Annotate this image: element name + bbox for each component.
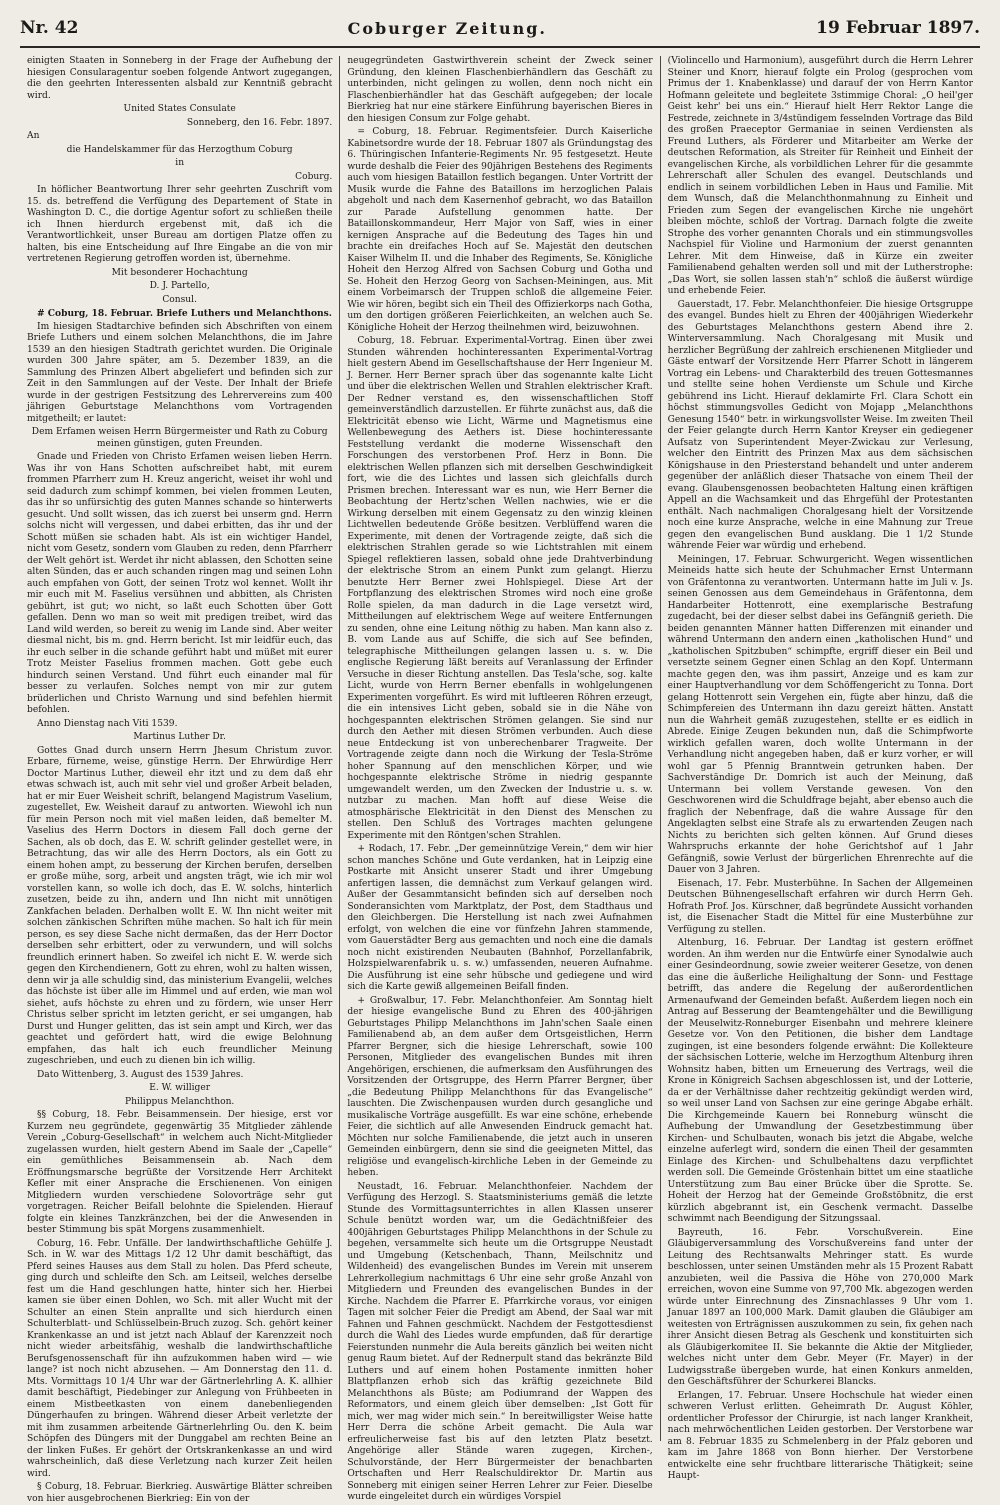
consulate-name: United States Consulate <box>123 104 236 114</box>
melanchthon-signature-1: E. W. williger <box>149 1083 211 1093</box>
article-bayreuth: Bayreuth, 16. Febr. Vorschußverein. Eine Gläubigerversammlung des Vorschußvereins fand unter der Leitung des Rechtsanwalts Mehringer statt. Es wurde beschlossen, unter seinen Umständen mehr als 15 Prozent Rabatt anzubieten, weil die Passiva die Höhe von 270,000 Mark erreichen, wovon eine Summe von 97,700 Mk. abgezogen werden würde unter Einrechnung des Zinsnachlasses 9 Uhr vom 1. Januar 1897 an 100,000 Mark. Damit glauben die Gläubiger am weitesten von Erträgnissen auszukommen zu sein, fix gehen nach ihrer Ansicht diesen Betrag als Geschenk und konstituirten sich als Gläubigerkomitee II. Sie bekannte die Aktie der Mitglieder, welches nicht unter dem Gebr. Meyer (Fr. Mayer) in der Ludwigsstraße übergeben wurde, hat einen Konkurs anmelden, den Geschäftsführer der Schurkerei Blancks. <box>667 1227 973 1387</box>
column-2 <box>340 56 660 1502</box>
luther-signature: Martinus Luther Dr. <box>133 732 226 742</box>
masthead <box>20 10 980 48</box>
article-experimental-vortrag: Coburg, 18. Februar. Experimental-Vortrag. Einen über zwei Stunden währenden hochinteressanten Experimental-Vortrag hielt gestern Abend im Gesellschaftshause der Herr Ingenieur M. J. Berner. Herr Berner sprach über das sogenannte kalte Licht und über die elektrischen Wellen und Strahlen elektrischer Kraft. Der Redner verstand es, den wissenschaftlichen Stoff gemeinverständlich darzustellen. Er führte zunächst aus, daß die Elektricität ebenso wie Licht, Wärme und Magnetismus eine Wellenbewegung des Aethers ist. Diese hochinteressante Feststellung verdankt die moderne Wissenschaft den Forschungen des verstorbenen Prof. Herz in Bonn. Die elektrischen Wellen pflanzen sich mit derselben Geschwindigkeit fort, wie die des Lichtes und lassen sich gleichfalls durch Prismen brechen. Interessant war es nun, wie Herr Berner die Beobachtung der Hertz'schen Wellen nachwies, wie er die Wirkung derselben mit einem Gegensatz zu den winzig kleinen Lichtwellen bedeutende Größe besitzen. Verblüffend waren die Experimente, mit denen der Vortragende zeigte, daß sich die elektrischen Strahlen gerade so wie Lichtstrahlen mit einem Spiegel reflektieren lassen, sobald ohne jede Drahtverbindung der elektrische Strom an einem Punkt zum gelangt. Hierzu benutzte Herr Berner zwei Hohlspiegel. Diese Art der Fortpflanzung des elektrischen Stromes wird noch eine große Rolle spielen, da man dadurch in die Lage versetzt wird, Mittheilungen auf elektrischem Wege auf weitere Entfernungen zu senden, ohne eine Leitung nöthig zu haben. Man kann also z. B. vom Lande aus auf Schiffe, die sich auf See befinden, telegraphische Mittheilungen gelangen lassen u. s. w. Die englische Regierung läßt bereits auf Veranlassung der Erfinder Versuche in dieser Richtung anstellen. Das Tesla'sche, sog. kalte Licht, wurde von Herrn Berner ebenfalls in wohlgelungenen Experimenten vorgeführt. Es wird mit luftleeren Röhren erzeugt, die ein intensives Licht geben, sobald sie in die Nähe von hochgespannten elektrischen Strömen gelangen. Sie sind nur durch den Aether mit diesen Strömen verbunden. Auch diese neue Entdeckung ist von unberechenbarer Tragweite. Der Vortragende zeigte dann noch die Wirkung der Tesla-Ströme hoher Spannung auf den menschlichen Körper, und wie hochgespannte elektrische Ströme in niedrig gespannte umgewandelt werden, um den Zwecken der Industrie u. s. w. nutzbar zu machen. Man hofft auf diese Weise die atmosphärische Elektricität in den Dienst des Menschen zu stellen. Den Schluß des Vortrages machten gelungene Experimente mit den Röntgen'schen Strahlen. <box>347 336 653 841</box>
article-gauerstadt: Gauerstadt, 17. Febr. Melanchthonfeier. Die hiesige Ortsgruppe des evangel. Bundes hielt zu Ehren der 400jährigen Wiederkehr des Geburtstages Melanchthons gestern Abend ihre 2. Winterversammlung. Nach Choralgesang mit Musik und herzlicher Begrüßung der zahlreich erschienenen Mitglieder und Gäste entwarf der Vorsitzende Herr Pfarrer Schott in längerem Vortrag ein Lebens- und Charakterbild des treuen Gottesmannes und stellte seine hohen Verdienste um Schule und Kirche gebührend ins Licht. Hierauf deklamirte Frl. Clara Schott ein höchst stimmungsvolles Gedicht von Mojapp „Melanchthons Genesung 1540“ betr. in wirkungsvollster Weise. Im zweiten Theil der Feier gelangte durch Herrn Kantor Kreyser ein gediegener Aufsatz von Superintendent Meyer-Zwickau zur Verlesung, welcher den Eintritt des Prinzen Max aus dem sächsischen Königshause in den Priesterstand behandelt und unter anderem gegenüber der anläßlich dieser Thatsache von einem Theil der evang. Glaubensgenossen beobachteten Haltung einen kräftigen Appell an die Wachsamkeit und das Ehrgefühl der Protestanten enthält. Nach nachmaligen Choralgesang hielt der Vorsitzende noch eine kurze Ansprache, welche in eine Mahnung zur Treue gegen den evangelischen Bund ausklang. Die 1 1/2 Stunde währende Feier war würdig und erhebend. <box>667 299 973 551</box>
letter-signer-title: Consul. <box>162 294 197 305</box>
issue-date: 19 Februar 1897. <box>816 18 980 38</box>
consulate-letter-body: In höflicher Beantwortung Ihrer sehr geehrten Zuschrift vom 15. ds. betreffend die Verfügung des Departement of State in Washington D. C., die dortige Agentur sofort zu schließen theile ich Ihnen hierdurch ergebenst mit, daß ich die Verantwortlichkeit, unser Bureau am dortigen Platze offen zu halten, bis eine Entscheidung auf Ihre Eingabe an die von mir vertretenen Regierung getroffen worden ist, übernehme. <box>27 185 333 264</box>
article-rodach: + Rodach, 17. Febr. „Der gemeinnützige Verein,“ dem wir hier schon manches Schöne und Gute verdanken, hat in Leipzig eine Postkarte mit Ansicht unserer Stadt und ihrer Umgebung anfertigen lassen, die demnächst zum Verkauf gelangen wird. Außer der Gesammtansicht befinden sich auf derselben noch Sonderansichten vom Marktplatz, der Post, dem Stadthaus und den Gleichbergen. Die Herstellung ist nach zwei Aufnahmen erfolgt, von welchen die eine vor fünfzehn Jahren stammende, vom Gauerstädter Berg aus gemachten und noch eine die damals noch nicht existirenden Neubauten (Bahnhof, Porzellanfabrik, Holzspielwarenfabrik u. s. w.) umfassenden, neueren Aufnahme. Die Ausführung ist eine sehr hübsche und gediegene und wird sich die Karte gewiß allgemeinen Beifall finden. <box>347 844 653 992</box>
letter-signer: D. J. Partello, <box>149 281 210 291</box>
article-neustadt-cont: (Violincello und Harmonium), ausgeführt durch die Herrn Lehrer Steiner und Knorr, hierauf folgte ein Prolog (gesprochen vom Primus der 1. Knabenklasse) und darauf der von Herrn Kantor Hofmann geleitete und begleitete 3stimmige Choral: „O heil'ger Geist kehr' bei uns ein.“ Hierauf hielt Herr Rektor Lange die Festrede, zeichnete in 3/4stündigem fesselnden Vortrage das Bild des großen Praeceptor Germaniae in seinen Verdiensten als Freund Luthers, als Förderer und Mitarbeiter am Werke der deutschen Reformation, als Streiter für Reinheit und Einheit der evangelischen Kirche, als vorbildlichen Lehrer für die gesammte Lehrerschaft aller Schulen des evangel. Deutschlands und endlich in seinem vorbildlichen Leben in Haus und Familie. Mit dem Wunsch, daß die Melanchthonmahnung zu Einheit und Frieden zum Segen der evangelischen Kirche nie ungehört bleiben möchte, schloß der Vortrag. Darnach folgte die zweite Strophe des vorher genannten Chorals und ein stimmungsvolles Nachspiel für Violine und Harmonium der zuerst genannten Lehrer. Mit dem Hinweise, daß in Kürze ein zweiter Familienabend gehalten werden soll und mit der Lutherstrophe: „Das Wort, sie sollen lassen stah'n“ schloß die äußerst würdige und erhebende Feier. <box>667 56 973 296</box>
melanchthon-signature-2: Philippus Melanchthon. <box>125 1096 235 1107</box>
article-meiningen: Meiningen, 17. Februar. Schwurgericht. Wegen wissentlichen Meineids hatte sich heute der Schuhmacher Ernst Untermann von Gräfentonna zu verantworten. Untermann hatte im Juli v. Js. seinen Genossen aus dem Gemeindehaus in Gräfentonna, dem Handarbeiter Hottenrott, eine exemplarische Bestrafung zugedacht, bei der dieser selbst dabei ins Gefängniß gerieth. Die beiden genannten Männer hatten Differenzen mit einander und während Untermann den andern einen „katholischen Hund“ und „katholischen Spitzbuben“ schimpfte, ergriff dieser ein Beil und versetzte seinem Gegner einen Schlag an den Kopf. Untermann machte gegen den, was ihm passirt, Anzeige und es kam zur einer Hauptverhandlung vor dem Schöffengericht zu Tonna. Dort gelang Hottenrott sein Vergehen ein, fügte aber hinzu, daß die Schimpfereien des Untermann ihn dazu gereizt hätten. Anstatt nun die Wahrheit gemäß zuzugestehen, stellte er es eidlich in Abrede. Einige Zeugen bekunden nun, daß die Schimpfworte wirklich gefallen waren, doch wollte Untermann in der Verhandlung nicht angegeben haben, daß er kurz vorher, er will wohl gar 5 Pfennig Branntwein getrunken haben. Der Sachverständige Dr. Domrich ist auch der Meinung, daß Untermann bei vollem Verstande gewesen. Von den Geschworenen wird die Schuldfrage bejaht, aber ebenso auch die fraglich der Nebenfrage, daß die wahre Aussage für den Angeklagten selbst eine Strafe als zu erwartenden Zeugen nach Nichts zu berichten sich gelten können. Auf Grund dieses Wahrspruchs erkannte der hohe Gerichtshof auf 1 Jahr Gefängniß, sowie Verlust der bürgerlichen Ehrenrechte auf die Dauer von 3 Jahren. <box>667 554 973 875</box>
article-altenburg: Altenburg, 16. Februar. Der Landtag ist gestern eröffnet worden. An ihm werden nur die Entwürfe einer Synodalwie auch einer Gesindeordnung, sowie zweier weiterer Gesetze, von denen das eine die äußerliche Heilighaltung der Sonn- und Festtage betrifft, das andere die Regelung der außerordentlichen Armenaufwand der Gemeinden befaßt. Außerdem liegen noch ein Antrag auf Besserung der Beamtengehälter und die Bewilligung der Meuselwitz-Ronneburger Eisenbahn und mehrere kleinere Gesetze vor. Von den Petitionen, die bisher dem Landtage zugingen, ist eine besonders folgende erwähnt: Die Kollekteure der sächsischen Lotterie, welche im Herzogthum Altenburg ihren Wohnsitz haben, bitten um Erneuerung des Vertrags, weil die Krone in Königreich Sachsen abgeschlossen ist, und der Lotterie, da er der Verhältnisse daher rechtzeitig gekündigt werden wird, so weil unser Land von Sachsen zur eine geringe Abgabe erhält. Die Kirchgemeinde Kauern bei Ronneburg wünscht die Aufhebung der Umwandlung der Gesetzbestimmung über Kirchen- und Schulbauten, wonach bis jetzt die Abgabe, welche einzelne auferlegt wird, sondern die einen Theil der gesammten Einlage des Kirchen- und Schulbehaltens dazu verpflichtet werden soll. Die Gemeinde Gröstenhain bittet um eine staatliche Unterstützung zum Bau einer Brücke über die Sprotte. Se. Hoheit der Herzog hat der Gemeinde Großstöbnitz, die erst kürzlich abgebrannt ist, ein Geschenk vermacht. Dasselbe schwimmt nach Beendigung der Sitzungssaal. <box>667 938 973 1224</box>
letter-address-2: die Handelskammer für das Herzogthum Coburg <box>66 144 293 155</box>
melanchthon-letter-date: Dato Wittenberg, 3. August des 1539 Jahres. <box>37 1069 244 1080</box>
column-1 <box>20 56 340 1504</box>
luther-letter-address: Dem Erfamen weisen Herrn Bürgermeister und Rath zu Coburg meinen günstigen, guten Freunden. <box>31 427 328 449</box>
article-eisenach: Eisenach, 17. Febr. Musterbühne. In Sachen der Allgemeinen Deutschen Bühnengesellschaft erfahren wir durch Herrn Geh. Hofrath Prof. Jos. Kürschner, daß begründete Aussicht vorhanden ist, die Eisenacher Stadt die Mittel für eine Musterbühne zur Verfügung zu stellen. <box>667 878 973 935</box>
luther-letter-body: Gnade und Frieden von Christo Erfamen weisen lieben Herrn. Was ihr von Hans Schotten aufschreibet habt, mit eurem frommen Pfarrherr zum H. Kreuz angericht, weiset ihr wohl und seid dadurch zum schimpf kommen, bei vielen frommen Leuten, das ihr so unfürsichtig des guten Mannes schande so hinterwerts gesucht. Und sollt wissen, das ich zuerst bei unserm gnd. Herrn solchs nicht will vergessen, und dabei erbitten, das ihr und der Schott müßen sie schaden habt. Als ist ein wichtiger Handel, nicht vom Gesetz, sondern vom Glauben zu reden, denn Pfarrherr der Welt gehört ist. Werdet ihr nicht ablassen, den Schotten seine alten Sünden, das er auch schanden ringen mag und seinen Lohn auch empfahen von Gott, der seinen Trotz wol kennet. Wollt ihr mir euch mit M. Faselius versühnen und abbitten, als Christen gebührt, ist gut; wo nicht, so laßt euch Schotten über Gott gefallen. Denn wo man so weit mit predigen treibet, wird das Land wild werden, so bereit zu wenig im Lande sind. Aber weiter diesmal nicht, bis m. gnd. Herrn bericht. Ist mir leidfür euch, das ihr euch selber in die schande geführt habt und müßet mit eurer Trotz Meister Faselius frommen machen. Gott gebe euch hindurch seinen Verstand. Und führt euch einander mal für besser zu verlaufen. Solches nempt von mir zur gutem brüderlichen und Christo Warnung und sind befehlen hiermit befohlen. <box>27 452 333 715</box>
article-grosswalbur: + Großwalbur, 17. Febr. Melanchthonfeier. Am Sonntag hielt der hiesige evangelische Bund zu Ehren des 400-jährigen Geburtstages Philipp Melanchthons im Jahn'schen Saale einen Familienabend ab, an dem außer dem Ortsgeistlichen, Herrn Pfarrer Bergner, sich die hiesige Lehrerschaft, sowie 100 Personen, Mitglieder des evangelischen Bundes mit ihren Angehörigen, erschienen, die aufmerksam den Ausführungen des Vorsitzenden der Ortsgruppe, des Herrn Pfarrer Bergner, über „die Bedeutung Philipp Melanchthons für das Evangelische“ lauschten. Die Zwischenpausen wurden durch gesangliche und musikalische Vorträge ausgefüllt. Es war eine schöne, erhebende Feier, die sichtlich auf alle Anwesenden Eindruck gemacht hat. Möchten nur solche Familienabende, die jetzt auch in unseren Gemeinden einbürgern, denn sie sind die geeigneten Mittel, das religiöse und evangelisch-kirchliche Leben in der Gemeinde zu heben. <box>347 995 653 1178</box>
article-erlangen: Erlangen, 17. Februar. Unsere Hochschule hat wieder einen schweren Verlust erlitten. Geheimrath Dr. August Köhler, ordentlicher Professor der Chirurgie, ist nach langer Krankheit, nach mehrwöchentlichen Leiden gestorben. Der Verstorbene war am 8. Februar 1835 zu Schmelenberg in der Pfalz geboren und kam im Jahre 1868 von Bonn hierher. Der Verstorbene entwickelte eine sehr fruchtbare litterarische Thätigkeit; seine Haupt- <box>667 1390 973 1481</box>
article-neustadt: Neustadt, 16. Februar. Melanchthonfeier. Nachdem der Verfügung des Herzogl. S. Staatsministeriums gemäß die letzte Stunde des Vormittagsunterrichtes in allen Klassen unserer Schule benützt worden war, um die Gedächtnißfeier des 400jährigen Geburtstages Philipp Melanchthons in der Schule zu begehen, versammelte sich heute um die Ortsgruppe Neustadt und Umgebung (Ketschenbach, Thann, Meilschnitz und Wildenheid) des evangelischen Bundes im Verein mit unserem Lehrerkollegium nachmittags 6 Uhr eine sehr große Anzahl von Mitgliedern und Freunden des evangelischen Bundes in der Kirche. Nachdem die Pfarrer E. Pfarrkirche voraus, vor einigen Tagen mit solcher Feier die Predigt am Abend, der Saal war mit Fahnen und Fahnen geschmückt. Nachdem der Festgottesdienst durch die Wahl des Liedes wurde empfunden, daß für derartige Feierstunden nunmehr die Aula bereits gänzlich bei weiten nicht genug Raum bietet. Auf der Rednerpult stand das bekränzte Bild Luthers und auf einem hohen Postamente inmitten hoher Blattpflanzen erhob sich das kräftig gezeichnete Bild Melanchthons als Büste; am Podiumrand der Wappen des Reformators, und einem gleich über demselben: „Ist Gott für mich, wer mag wider mich sein.“ In bereitwilligster Weise hatte Herr Derra die schöne Arbeit gemacht. Die Aula war erfreulicherweise fast bis auf den letzten Platz besetzt. Angehörige aller Stände waren zugegen, Kirchen-, Schulvorstände, der Herr Bürgermeister der benachbarten Ortschaften und Herr Realschuldirektor Dr. Martin aus Sonneberg mit einigen seiner Herren Lehrer zur Feier. Dieselbe wurde eingeleitet durch ein würdiges Vorspiel <box>347 1181 653 1502</box>
article-unfaelle: Coburg, 16. Febr. Unfälle. Der landwirthschaftliche Gehülfe J. Sch. in W. war des Mittags 1/2 12 Uhr damit beschäftigt, das Pferd seines Hauses aus dem Stall zu holen. Das Pferd scheute, ging durch und schleifte den Sch. am Leitseil, welches derselbe fest um die Hand geschlungen hatte, hinter sich her. Hierbei kamen sie über einen Dohlen, wo Sch. mit aller Wucht mit der Schulter an einen Stein anprallte und sich hierdurch einen Schulterblatt- und Schlüsselbein-Bruch zuzog. Sch. gehört keiner Krankenkasse an und ist jetzt nach Ablauf der Karenzzeit noch nicht wieder arbeitsfähig, weshalb die landwirthschaftliche Berufsgenossenschaft für ihn aufzukommen haben wird — wie lange? ist noch nicht abzusehen. — Am Donnerstag den 11. d. Mts. Vormittags 10 1/4 Uhr war der Gärtnerlehrling A. K. allhier damit beschäftigt, Piedebinger zur Anlegung von Frühbeeten in einem Mistbeetkasten von einem danebenliegenden Düngerhaufen zu bringen. Während dieser Arbeit verletzte der mit ihm zusammen arbeitende Gärtnerlehrling Ou. den K. beim Schöpfen des Düngers mit der Dunggabel am rechten Beine an der linken Fußes. Er gehört der Ortskrankenkasse an und wird wahrscheinlich, daß diese Verletzung nach kurzer Zeit heilen wird. <box>27 1238 333 1479</box>
article-beisammensein: §§ Coburg, 18. Febr. Beisammensein. Der hiesige, erst vor Kurzem neu gegründete, gegenwärtig 35 Mitglieder zählende Verein „Coburg-Gesellschaft“ in welchem auch Nicht-Mitglieder zugelassen wurden, hielt gestern Abend im Saale der „Capelle“ ein gemüthliches Beisammensein ab. Nach dem Eröffnungsmarsche begrüßte der Vorsitzende Herr Architekt Kefler mit einer Ansprache die Erschienenen. Von einigen Mitgliedern wurden verschiedene Solovorträge sehr gut vorgetragen. Reicher Beifall belohnte die Spielenden. Hierauf folgte ein kleines Tanzkränzchen, bei der die Anwesenden in bester Stimmung bis spät Morgens zusammenhielt. <box>27 1110 333 1235</box>
newspaper-title: Coburger Zeitung. <box>347 18 547 38</box>
article-regimentsfeier: = Coburg, 18. Februar. Regimentsfeier. Durch Kaiserliche Kabinetsordre wurde der 18. Februar 1807 als Gründungstag des 6. Thüringischen Infanterie-Regiments Nr. 95 festgesetzt. Heute wurde deshalb die Feier des 90jährigen Bestehens des Regiments auch vom hiesigen Bataillon festlich begangen. Unter Vortritt der Musik wurde die Fahne des Bataillons im herzoglichen Palais abgeholt und nach dem Kasernenhof gebracht, wo das Bataillon zur Parade Aufstellung genommen hatte. Der Bataillonskommandeur, Herr Major von Saff, wies in einer kernigen Ansprache auf die Bedeutung des Tages hin und brachte ein dreifaches Hoch auf Se. Majestät den deutschen Kaiser Wilhelm II. und die Inhaber des Regiments, Se. Königliche Hoheit den Herzog Alfred von Sachsen Coburg und Gotha und Se. Hoheit den Herzog Georg von Sachsen-Meiningen, aus. Mit einem Vorbeimarsch der Truppen schloß die allgemeine Feier. Wie wir hören, begibt sich ein Theil des Offizierkorps nach Gotha, um den dortigen größeren Feierlichkeiten, an welchen auch Se. Königliche Hoheit der Herzog theilnehmen wird, beizuwohnen. <box>347 127 653 333</box>
consulate-intro: einigten Staaten in Sonneberg in der Frage der Aufhebung der hiesigen Consularagentur soeben folgende Antwort zugegangen, die den geehrten Interessenten alsbald zur Kenntniß gebracht wird. <box>27 56 333 101</box>
letter-closing: Mit besonderer Hochachtung <box>111 267 248 278</box>
page-number: Nr. 42 <box>20 18 79 38</box>
column-3 <box>661 56 980 1481</box>
luther-letters-heading: # Coburg, 18. Februar. Briefe Luthers und Melanchthons. <box>37 308 332 319</box>
letter-address-3: in <box>175 158 185 168</box>
luther-letters-intro: Im hiesigen Stadtarchive befinden sich Abschriften von einem Briefe Luthers und einem solchen Melanchthons, die im Jahre 1539 an den hiesigen Stadtrath gerichtet wurden. Die Originale wurden 300 Jahre später, am 5. Dezember 1839, an die Sammlung des Prinzen Albert abgeliefert und befinden sich zur Zeit in den Sammlungen auf der Veste. Der Inhalt der Briefe wurde in der gestrigen Festsitzung des Lehrervereins zum 400 jährigen Geburtstage Melanchthons vom Vortragenden mitgetheilt; er lautet: <box>27 321 333 424</box>
melanchthon-letter-body: Gottes Gnad durch unsern Herrn Jhesum Christum zuvor. Erbare, fürneme, weise, günstige Herrn. Der Ehrwürdige Herr Doctor Martinus Luther, dieweil ehr itzt und zu dem daß ehr etwas schwach ist, auch mit sehr viel und großer Arbeit beladen, hat er mir Euer Weisheit schrift, belangend Magistrum Vaselium, zugestellet, Ew. Weisheit darauf zu antworten. Wiewohl ich nun für mein Person noch mit viel maßen leiden, daß bemelter M. Vaselius des Herrn Doctors in diesem Fall doch gerne der Sachen, als ob doch, das E. W. schrift gelinder gestellet were, in Betrachtung, das wir alle des Herrn Doctors, als ein Gott zu einem hohen ampt, zu besserung der Kirchen berufen, derselben er große mühe, sorg, arbeit und angsten trägt, wie ich mir wol vorstellen kann, so wolle ich doch, das E. W. solchs, hinterlich zusetzen, beide zu ihn, andern und Ihn nicht mit unnötigen Zankfachen beladen. Derhalben wollt E. W. Ihn nicht weiter mit solchen zänkischen Schriften mühe machen. So halt ich für mein person, es sey diese Sache nicht dermaßen, das der Herr Doctor derselben sehr erbittert, oder zu verwundern, und will solchs freundlich erinnert haben. So zweifel ich nicht E. W. werde sich gegen den Kirchendienern, Gott zu ehren, wohl zu halten wissen, denn wir ja alle schuldig sind, das ministerium Evangelii, welches das höchste ist über alle im Himmel und auf erden, wie man wol siehet, aufs höchste zu ehren und zu fördern, wie unser Herr Christus selber spricht im letzten gericht, er sei umgangen, hab Durst und Hunger gelitten, das ist sein ampt und Kirch, wer das geachtet und gefördert hatt, wird die ewige Belohnung empfahen, das halt ich euch freundlicher Meinung zugeschrieben, und euch zu dienen bin ich willig. <box>27 745 333 1066</box>
letter-address-1: An <box>27 131 40 141</box>
article-columns <box>20 56 980 1504</box>
letter-address-4: Coburg. <box>295 171 333 182</box>
letter-dateline: Sonneberg, den 16. Febr. 1897. <box>186 117 333 128</box>
luther-letter-date: Anno Dienstag nach Viti 1539. <box>37 718 178 729</box>
article-bierkrieg-cont: neugegründeten Gastwirthverein scheint der Zweck seiner Gründung, den kleinen Flaschenbierhändlern das Geschäft zu unterbinden, nicht gelingen zu wollen, denn noch nicht ein Flaschenbierhändler hat das Geschäft aufgegeben; der locale Bierkrieg hat nur eine stärkere Einführung bayerischen Bieres in den hiesigen Consum zur Folge gehabt. <box>347 56 653 124</box>
article-bierkrieg: § Coburg, 18. Februar. Bierkrieg. Auswärtige Blätter schreiben von hier ausgebrochenen Bierkrieg: Ein von der <box>27 1482 333 1504</box>
